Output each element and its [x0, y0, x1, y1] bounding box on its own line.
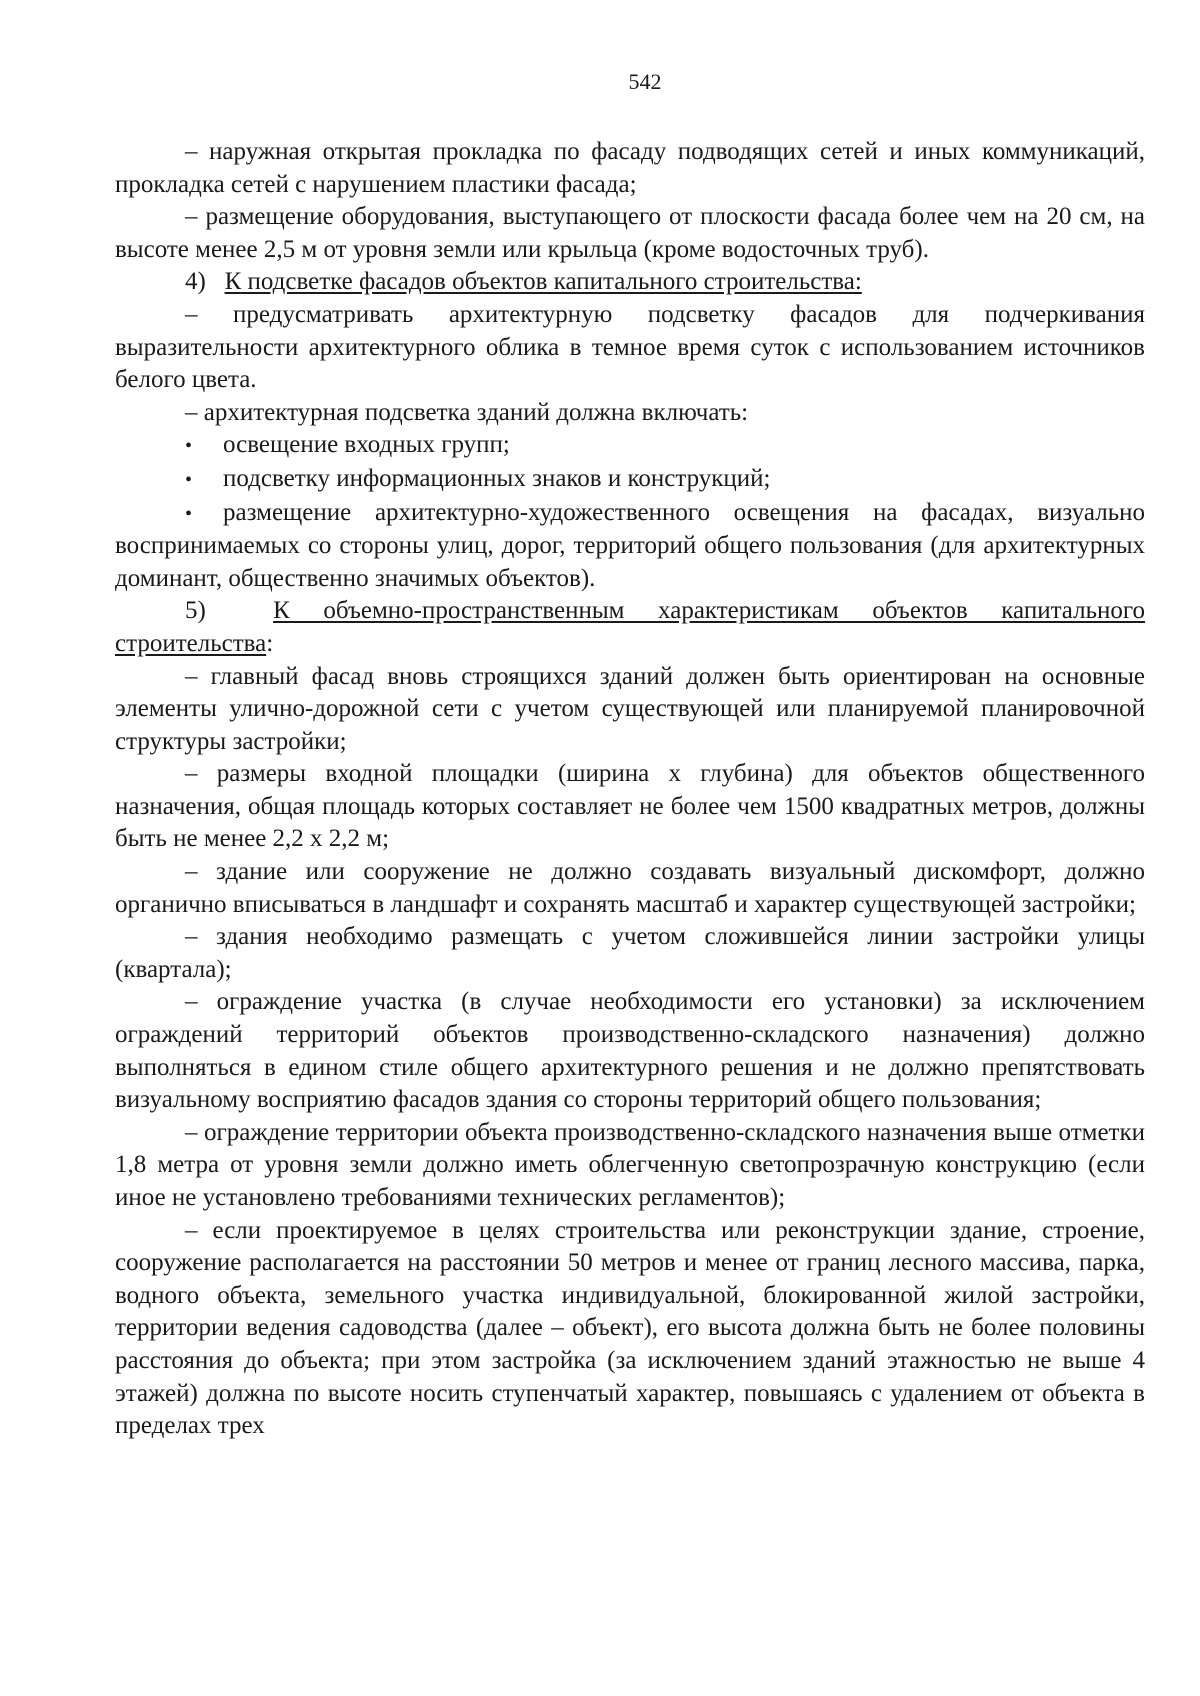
- paragraph-equipment-placement: – размещение оборудования, выступающего от плоскости фасада более чем на 20 см, на высоте менее 2,5 м от уровня земли или крыльца (кроме водосточных труб).: [115, 203, 1145, 263]
- document-page: [115, 68, 1145, 1443]
- paragraph-lighting-includes: – архитектурная подсветка зданий должна включать:: [185, 398, 749, 426]
- section-number: 4): [185, 268, 206, 296]
- bullet-item: [115, 429, 1145, 463]
- paragraph-industrial-fence: – ограждение территории объекта производственно-складского назначения выше отметки 1,8 метра от уровня земли должно иметь облегченную светопрозрачную конструкцию (если иное не установлено требованиями технических регламентов);: [115, 1118, 1145, 1211]
- section-4-heading: [115, 266, 1145, 299]
- section-heading-text: К подсветке фасадов объектов капитального строительства:: [224, 268, 862, 296]
- section-heading-suffix: :: [266, 629, 274, 657]
- bullet-item: [115, 463, 1145, 497]
- paragraph-lighting-requirement: – предусматривать архитектурную подсветку фасадов для подчеркивания выразительности архитектурного облика в темное время суток с использованием источников белого цвета.: [115, 300, 1145, 394]
- section-heading-text: К объемно-пространственным характеристикам объектов капитального строительства: [115, 597, 1146, 657]
- section-number: 5): [185, 597, 206, 625]
- bullet-text: размещение архитектурно-художественного освещения на фасадах, визуально воспринимаемых со стороны улиц, дорог, территорий общего пользования (для архитектурных доминант, общественно значимых объектов).: [115, 498, 1145, 592]
- page-number: 542: [628, 69, 662, 94]
- paragraph-entrance-size: – размеры входной площадки (ширина х глубина) для объектов общественного назначения, общая площадь которых составляет не более чем 1500 квадратных метров, должны быть не менее 2,2 х 2,2 м;: [115, 760, 1145, 853]
- bullet-text: освещение входных групп;: [223, 431, 510, 459]
- section-5-heading: [115, 595, 1145, 660]
- paragraph-external-pipes: – наружная открытая прокладка по фасаду подводящих сетей и иных коммуникаций, прокладка сетей с нарушением пластики фасада;: [115, 138, 1145, 198]
- bullet-text: подсветку информационных знаков и конструкций;: [223, 464, 771, 492]
- bullet-icon: •: [185, 468, 193, 491]
- paragraph-main-facade: – главный фасад вновь строящихся зданий должен быть ориентирован на основные элементы улично-дорожной сети с учетом существующей или планируемой планировочной структуры застройки;: [115, 662, 1145, 755]
- paragraph-visual-comfort: – здание или сооружение не должно создавать визуальный дискомфорт, должно органично вписываться в ландшафт и сохранять масштаб и характер существующей застройки;: [115, 858, 1145, 918]
- paragraph-fence-style: – ограждение участка (в случае необходимости его установки) за исключением ограждений территорий объектов производственно-складского назначения) должно выполняться в едином стиле общего архитектурного решения и не должно препятствовать визуальному восприятию фасадов здания со стороны территорий общего пользования;: [115, 988, 1145, 1114]
- paragraph-building-height: – если проектируемое в целях строительства или реконструкции здание, строение, сооружение располагается на расстоянии 50 метров и менее от границ лесного массива, парка, водного объекта, земельного участка индивидуальной, блокированной жилой застройки, территории ведения садоводства (далее – объект), его высота должна быть не более половины расстояния до объекта; при этом застройка (за исключением зданий этажностью не выше 4 этажей) должна по высоте носить ступенчатый характер, повышаясь с удалением от объекта в пределах трех: [115, 1216, 1145, 1440]
- bullet-icon: •: [185, 502, 193, 525]
- bullet-icon: •: [185, 435, 193, 458]
- paragraph-building-line: – здания необходимо размещать с учетом сложившейся линии застройки улицы (квартала);: [115, 923, 1145, 983]
- bullet-item: [115, 497, 1145, 596]
